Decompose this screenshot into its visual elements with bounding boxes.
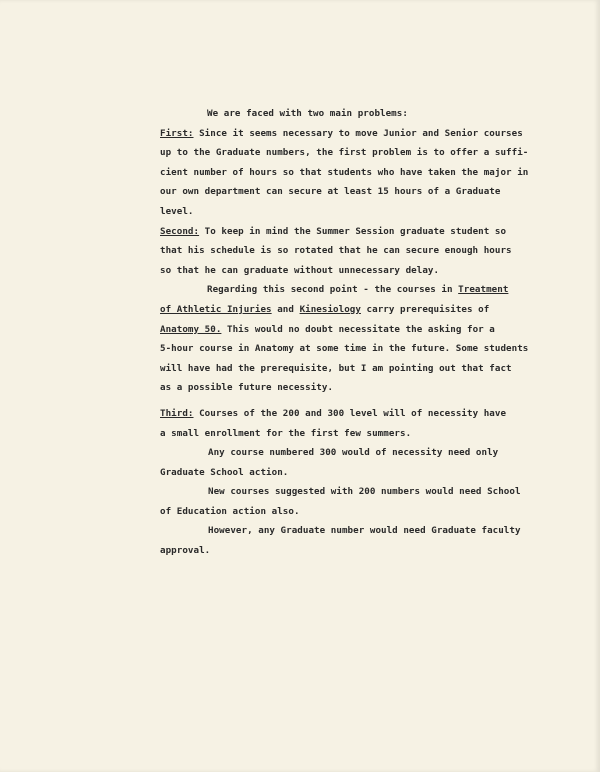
letter-body	[160, 104, 560, 561]
regarding-line-3	[160, 320, 560, 340]
p200-line-2: of Education action also.	[160, 505, 300, 517]
second-label: Second:	[160, 225, 200, 237]
carry-text: carry prerequisites of	[360, 303, 490, 315]
however-line-2: approval.	[160, 545, 211, 557]
second-line-3: so that he can graduate without unnecessary delay.	[160, 264, 440, 276]
first-label: First:	[160, 127, 194, 139]
regarding-line-6: as a possible future necessity.	[160, 382, 334, 394]
p300-line-2: Graduate School action.	[160, 466, 289, 478]
first-line-4: our own department can secure at least 15 hours of a Graduate	[160, 186, 501, 198]
course-anatomy: Anatomy 50.	[160, 323, 222, 335]
third-text-1: Courses of the 200 and 300 level will of necessity have	[193, 407, 507, 419]
first-line-1	[160, 124, 560, 144]
first-line-3: cient number of hours so that students who have taken the major in	[160, 166, 529, 178]
third-label: Third:	[160, 407, 194, 419]
first-line-2: up to the Graduate numbers, the first problem is to offer a suffi-	[160, 147, 529, 159]
however-line-1: However, any Graduate number would need Graduate faculty	[208, 525, 521, 537]
regarding-text-1: Regarding this second point - the courses in	[207, 284, 459, 296]
second-line-1	[160, 222, 560, 242]
regarding-line-2	[160, 300, 560, 320]
p200-line-1: New courses suggested with 200 numbers would need School	[208, 486, 521, 498]
and-text: and	[271, 303, 300, 315]
regarding-line-1	[160, 280, 560, 300]
second-text-1: To keep in mind the Summer Session graduate student so	[199, 225, 507, 237]
intro-line: We are faced with two main problems:	[207, 108, 408, 119]
regarding-text-3: This would no doubt necessitate the asking for a	[221, 323, 495, 335]
p300-line-1: Any course numbered 300 would of necessity need only	[208, 447, 499, 459]
third-line-2: a small enrollment for the first few summers.	[160, 427, 412, 439]
course-treatment-2: of Athletic Injuries	[160, 303, 272, 315]
first-text-1: Since it seems necessary to move Junior and Senior courses	[193, 127, 523, 139]
course-treatment-1: Treatment	[458, 284, 509, 296]
regarding-line-5: will have had the prerequisite, but I am pointing out that fact	[160, 362, 512, 374]
regarding-line-4: 5-hour course in Anatomy at some time in the future. Some students	[160, 343, 529, 355]
second-line-2: that his schedule is so rotated that he can secure enough hours	[160, 245, 512, 257]
course-kinesiology: Kinesiology	[299, 303, 361, 315]
third-line-1	[160, 404, 560, 424]
first-line-5: level.	[160, 205, 194, 217]
